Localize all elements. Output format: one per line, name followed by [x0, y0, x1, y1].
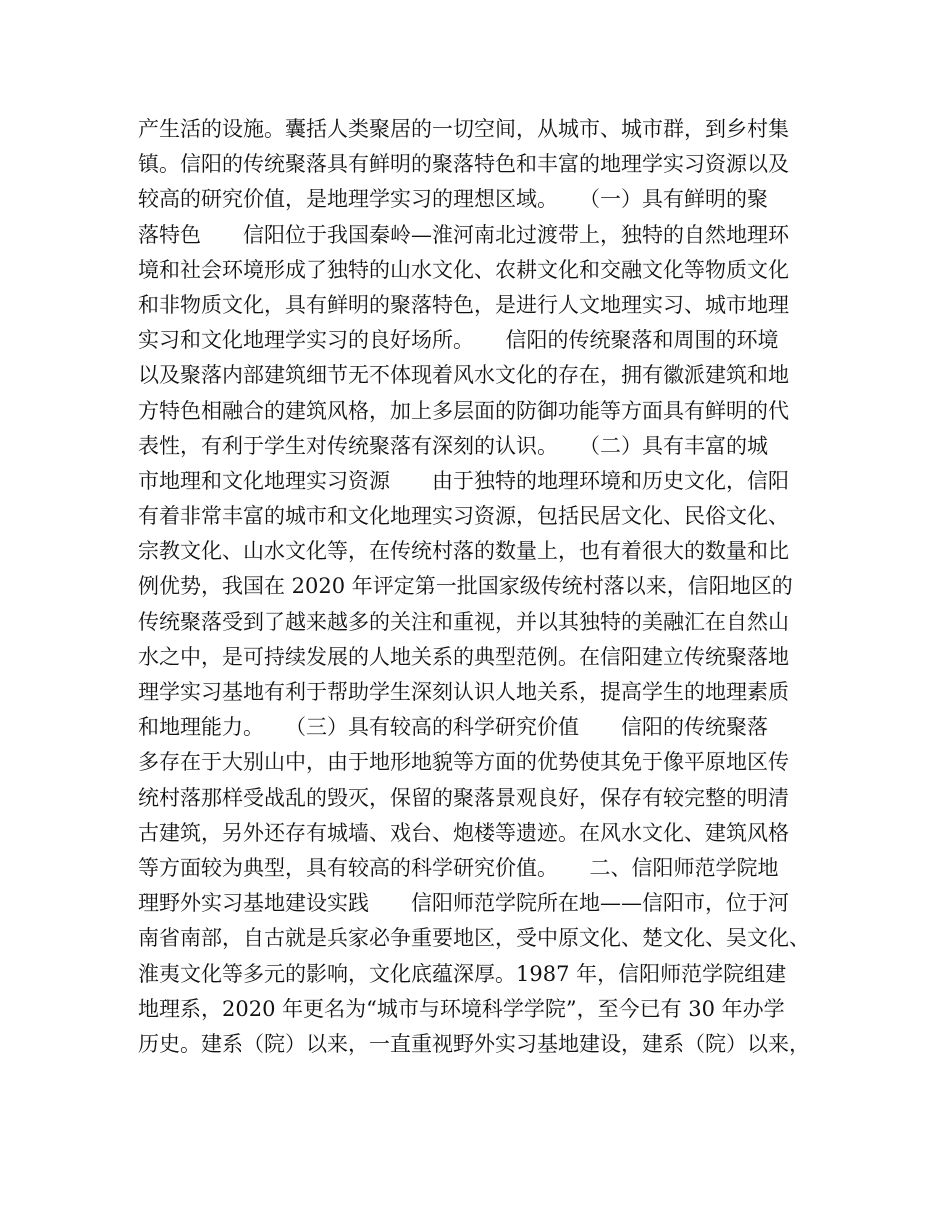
text-line: 宗教文化、山水文化等，在传统村落的数量上，也有着很大的数量和比 — [138, 539, 789, 564]
text-line: 落特色 信阳位于我国秦岭—淮河南北过渡带上，独特的自然地理环 — [138, 222, 789, 247]
text-line: 以及聚落内部建筑细节无不体现着风水文化的存在，拥有徽派建筑和地 — [138, 363, 789, 388]
text-line: 统村落那样受战乱的毁灭，保留的聚落景观良好，保存有较完整的明清 — [138, 785, 789, 810]
text-line: 淮夷文化等多元的影响，文化底蕴深厚。1987 年，信阳师范学院组建 — [138, 961, 787, 986]
text-line: 理野外实习基地建设实践 信阳师范学院所在地——信阳市，位于河 — [138, 891, 789, 916]
text-line: 市地理和文化地理实习资源 由于独特的地理环境和历史文化，信阳 — [138, 468, 789, 493]
text-line: 例优势，我国在 2020 年评定第一批国家级传统村落以来，信阳地区的 — [138, 574, 793, 599]
text-line: 镇。信阳的传统聚落具有鲜明的聚落特色和丰富的地理学实习资源以及 — [138, 152, 789, 177]
text-line: 传统聚落受到了越来越多的关注和重视，并以其独特的美融汇在自然山 — [138, 609, 789, 634]
text-line: 理学实习基地有利于帮助学生深刻认识人地关系，提高学生的地理素质 — [138, 680, 789, 704]
text-line: 古建筑，另外还存有城墙、戏台、炮楼等遗迹。在风水文化、建筑风格 — [138, 820, 789, 845]
text-line: 多存在于大别山中，由于地形地貌等方面的优势使其免于像平原地区传 — [138, 750, 789, 775]
text-line: 南省南部，自古就是兵家必争重要地区，受中原文化、楚文化、吴文化、 — [138, 926, 810, 951]
text-line: 水之中，是可持续发展的人地关系的典型范例。在信阳建立传统聚落地 — [138, 644, 789, 669]
body-text — [138, 112, 818, 1062]
text-line: 等方面较为典型，具有较高的科学研究价值。 二、信阳师范学院地 — [138, 855, 779, 880]
text-line: 实习和文化地理学实习的良好场所。 信阳的传统聚落和周围的环境 — [138, 328, 779, 353]
text-line: 产生活的设施。囊括人类聚居的一切空间，从城市、城市群，到乡村集 — [138, 117, 789, 141]
text-line: 表性，有利于学生对传统聚落有深刻的认识。 （二）具有丰富的城 — [138, 433, 768, 458]
text-line: 和非物质文化，具有鲜明的聚落特色，是进行人文地理实习、城市地理 — [138, 292, 789, 317]
text-line: 历史。建系（院）以来，一直重视野外实习基地建设，建系（院）以来， — [138, 1031, 810, 1056]
text-line: 地理系，2020 年更名为“城市与环境科学学院”，至今已有 30 年办学 — [138, 996, 785, 1021]
text-line: 和地理能力。 （三）具有较高的科学研究价值 信阳的传统聚落 — [138, 715, 768, 740]
text-line: 较高的研究价值，是地理学实习的理想区域。 （一）具有鲜明的聚 — [138, 187, 768, 212]
text-line: 有着非常丰富的城市和文化地理实习资源，包括民居文化、民俗文化、 — [138, 504, 789, 529]
text-line: 方特色相融合的建筑风格，加上多层面的防御功能等方面具有鲜明的代 — [138, 398, 789, 423]
text-line: 境和社会环境形成了独特的山水文化、农耕文化和交融文化等物质文化 — [138, 257, 789, 282]
